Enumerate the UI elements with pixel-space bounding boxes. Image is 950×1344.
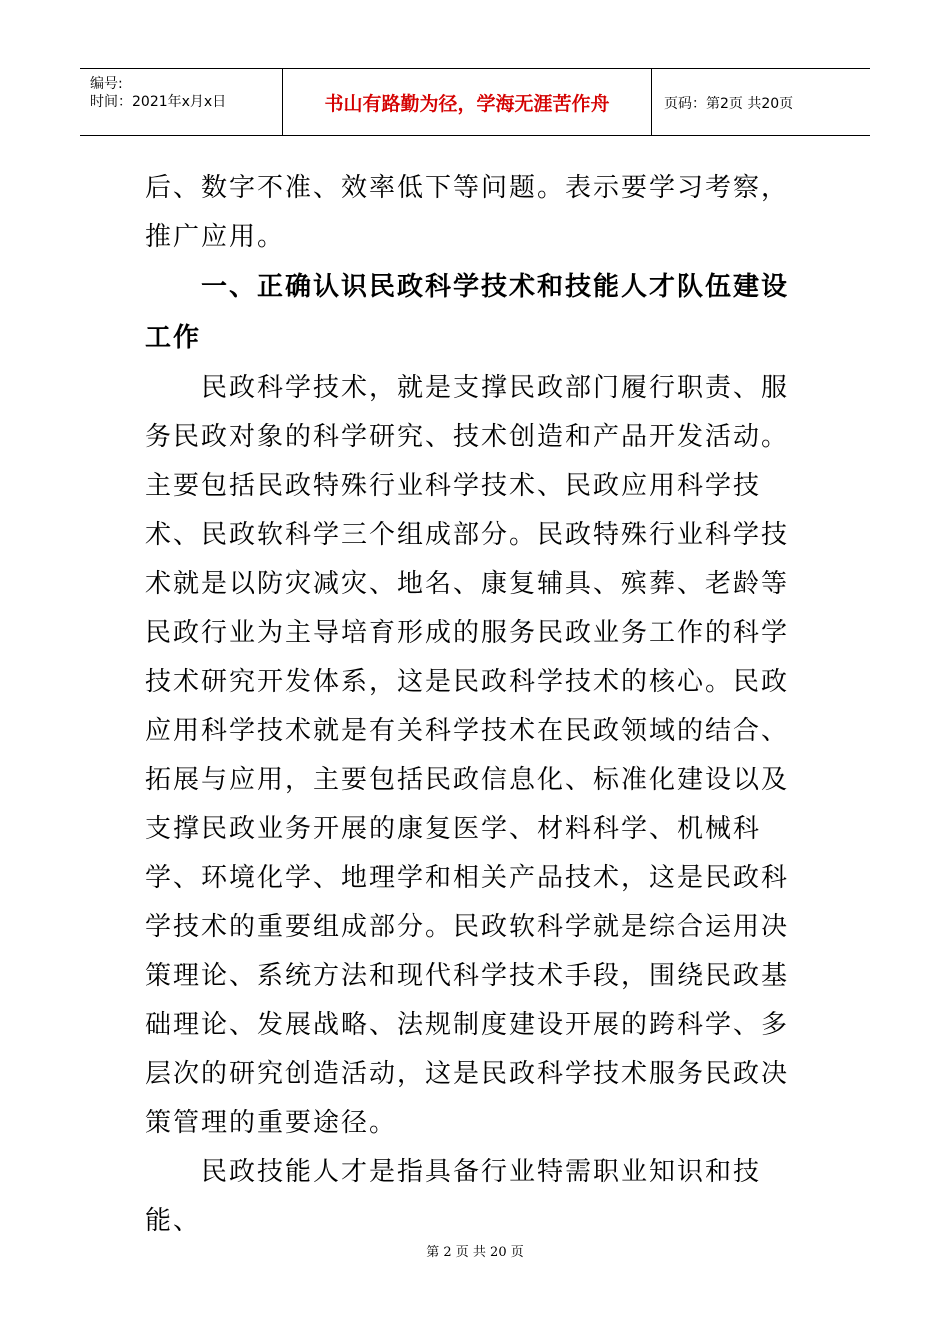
header-meta-cell: [80, 69, 283, 135]
paragraph-skilled-talent: 民政技能人才是指具备行业特需职业知识和技能、: [145, 1157, 762, 1236]
page-footer: 第 2 页 共 20 页: [426, 1245, 524, 1260]
header-motto: 书山有路勤为径，学海无涯苦作舟: [324, 93, 610, 115]
paragraph-continued: 后、数字不准、效率低下等问题。表示要学习考察，推广应用。: [145, 173, 790, 252]
header-page-info: 页码：第2页 共20页: [664, 96, 794, 112]
header-page-cell: [652, 69, 870, 135]
section-heading: 一、正确认识民政科学技术和技能人才队伍建设工作: [145, 272, 790, 353]
header-motto-cell: [283, 69, 652, 135]
document-body: [145, 164, 815, 1246]
serial-number-label: 编号:: [90, 76, 123, 92]
date-label: 时间：2021年x月x日: [90, 94, 227, 110]
paragraph-science-technology: 民政科学技术，就是支撑民政部门履行职责、服务民政对象的科学研究、技术创造和产品开发活动。主要包括民政特殊行业科学技术、民政应用科学技术、民政软科学三个组成部分。民政特殊行业科学技术就是以防灾减灾、地名、康复辅具、殡葬、老龄等民政行业为主导培育形成的服务民政业务工作的科学技术研究开发体系，这是民政科学技术的核心。民政应用科学技术就是有关科学技术在民政领域的结合、拓展与应用，主要包括民政信息化、标准化建设以及支撑民政业务开展的康复医学、材料科学、机械科学、环境化学、地理学和相关产品技术，这是民政科学技术的重要组成部分。民政软科学就是综合运用决策理论、系统方法和现代科学技术手段，围绕民政基础理论、发展战略、法规制度建设开展的跨科学、多层次的研究创造活动，这是民政科学技术服务民政决策管理的重要途径。: [145, 373, 790, 1138]
page-header: [80, 68, 870, 136]
